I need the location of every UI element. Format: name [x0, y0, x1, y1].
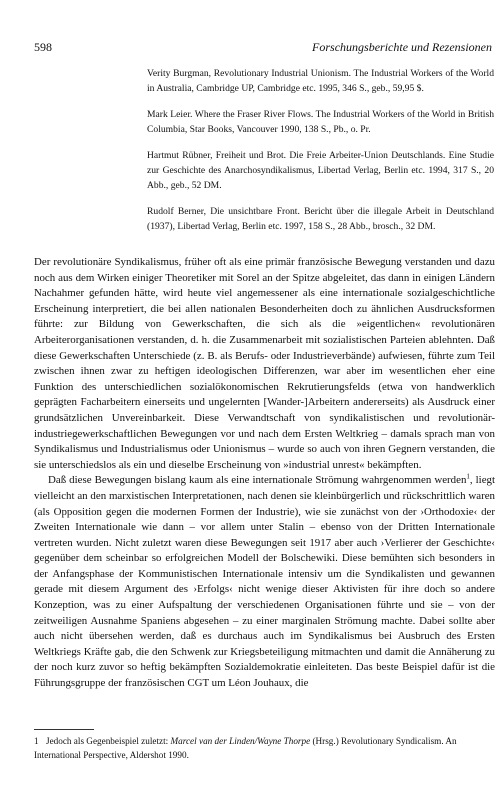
book-reference: Verity Burgman, Revolutionary Industrial Unionism. The Industrial Workers of the World in Australia, Cambridge UP, Cambridge etc. 1995, 346 S., geb., 59,95 $. [147, 68, 494, 94]
paragraph-text: , liegt vielleicht an den marxistischen Interpretationen, nach denen sie kleinbürgerlich und rückschrittlich waren (als Opposition gegen die modernen Formen der Industrie), wie sie zunächst von der ›Orthodoxie‹ der Zweiten Internationale wie dann – vor allem unter Stalin – ebenso von der Dritten Internationale vertreten wurden. Nicht zuletzt waren diese Bewegungen seit 1917 aber auch ›Verlierer der Geschichte‹ gegenüber dem scheinbar so erfolgreichen Modell der Bolschewiki. Diese bemühten sich besonders in der Anfangsphase der Kommunistischen Internationale intensiv um die Syndikalisten und gewannen gerade mit diesem Argument des ›Erfolgs‹ nicht wenige dieser Aktivisten für ihre doch so andere Konzeption, was zu einer Aufspaltung der verschiedenen Organisationen führte und sie – von der zeitweiligen Ausnahme Spaniens abgesehen – zu einer marginalen Strömung machte. Dabei sollte aber auch nicht übersehen werden, daß es durchaus auch im Syndikalismus bei Ausbruch des Ersten Weltkriegs Kräfte gab, die den Schwenk zur Kriegsbeteiligung mitmachten und damit die Annäherung zu der noch kurz zuvor so heftig bekämpften Sozialdemokratie einleiteten. Das beste Beispiel dafür ist die Führungsgruppe der französischen CGT um Léon Jouhaux, die [34, 474, 495, 690]
book-reference: Hartmut Rübner, Freiheit und Brot. Die Freie Arbeiter-Union Deutschlands. Eine Studie zur Geschichte des Anarchosyndikalismus, Libertad Verlag, Berlin etc. 1994, 317 S., 20 Abb., geb., 52 DM. [147, 150, 494, 191]
page-number: 598 [34, 40, 52, 54]
footnote-text: (Hrsg.) Revolutionary Syndicalism. An International Perspective, Aldershot 1990. [34, 736, 457, 760]
section-title: Forschungsberichte und Rezensionen [312, 40, 492, 54]
book-reference: Rudolf Berner, Die unsichtbare Front. Bericht über die illegale Arbeit in Deutschland (1937), Libertad Verlag, Berlin etc. 1997, 158 S., 28 Abb., brosch., 32 DM. [147, 206, 494, 232]
book-reference: Mark Leier. Where the Fraser River Flows. The Industrial Workers of the World in British Columbia, Star Books, Vancouver 1990, 138 S., Pb., o. Pr. [147, 109, 494, 135]
paragraph-text: Daß diese Bewegungen bislang kaum als eine internationale Strömung wahrgenommen werden [48, 474, 467, 487]
footnote-marker[interactable]: 1 [466, 472, 470, 481]
footnote-text: Jedoch als Gegenbeispiel zuletzt: [46, 736, 171, 746]
footnote-authors: Marcel van der Linden/Wayne Thorpe [170, 736, 311, 746]
footnote-number: 1 [34, 736, 39, 746]
reviewed-books-list [147, 66, 494, 245]
footnote-divider [34, 729, 94, 730]
body-paragraph [34, 473, 495, 691]
body-paragraph: Der revolutionäre Syndikalismus, früher oft als eine primär französische Bewegung verstanden und dazu noch aus dem Wirken einiger Theoretiker mit Sorel an der Spitze abgeleitet, das dann in einigen Ländern Nachahmer gefunden hätte, wird heute viel angemessener als eine internationale sozialgeschichtliche Erscheinung interpretiert, die bei allen nationalen Besonderheiten doch zu ähnlichen Ausdrucksformen führte: zur Bildung von Gewerkschaften, die sich als die »eigentlichen« revolutionären Arbeiterorganisationen verstanden, d. h. die Zusammenarbeit mit sozialistischen Parteien ablehnten. Daß diese Gewerkschaften Unterschiede (z. B. als Berufs- oder Industrieverbände) aufwiesen, führte zum Teil zwischen ihnen zwar zu heftigen ideologischen Differenzen, war aber im wesentlichen eher eine Funktion des unterschiedlichen sozialökonomischen Rekrutierungsfelds (etwa von handwerklich geprägten Facharbeitern einerseits und ungelernten [Wander-]Arbeitern andererseits) als Ausdruck einer grundsätzlichen Unvereinbarkeit. Diese Verwandtschaft von syndikalistischen und revolutionär-industriegewerkschaftlichen Bewegungen vor und nach dem Ersten Weltkrieg – damals sprach man von Syndikalismus und Industrialismus oder Unionismus – wurde so auch von ihren Gegnern verstanden, die sie unterschiedslos als ein und dieselbe Erscheinung von »industrial unrest« bekämpften. [34, 256, 495, 471]
footnote [34, 735, 495, 762]
running-header [34, 40, 492, 56]
article-body [34, 255, 495, 692]
